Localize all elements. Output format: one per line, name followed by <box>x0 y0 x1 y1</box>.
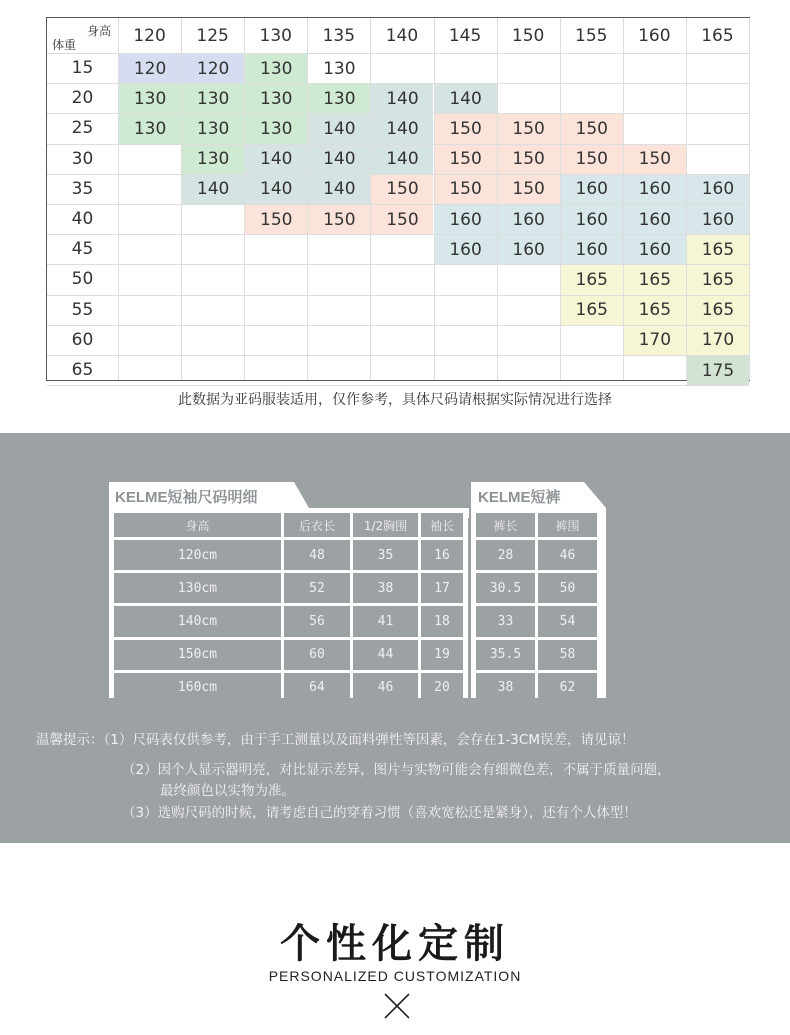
size-cell <box>687 114 749 143</box>
grid-line <box>47 113 749 114</box>
size-cell <box>371 235 433 264</box>
size-cell: 165 <box>687 235 749 264</box>
size-cell <box>245 326 307 355</box>
size-cell: 150 <box>561 145 623 174</box>
size-cell <box>119 265 181 294</box>
size-cell <box>371 356 433 385</box>
size-cell: 170 <box>687 326 749 355</box>
size-cell: 150 <box>498 145 560 174</box>
size-cell <box>624 114 686 143</box>
size-cell: 140 <box>371 114 433 143</box>
size-cell: 160 <box>624 175 686 204</box>
size-cell <box>245 235 307 264</box>
table-cell: 41 <box>353 606 418 636</box>
grid-line <box>47 355 749 356</box>
size-cell: 160 <box>561 205 623 234</box>
grid-line <box>47 325 749 326</box>
tip-1: （1）尺码表仅供参考，由于手工测量以及面料弹性等因素，会存在1-3CM误差，请见谅！ <box>103 732 635 748</box>
size-cell: 150 <box>245 205 307 234</box>
height-header: 140 <box>385 25 419 46</box>
size-cell: 140 <box>371 84 433 113</box>
size-cell: 150 <box>435 114 497 143</box>
height-header: 160 <box>638 25 671 46</box>
size-cell: 120 <box>182 54 244 83</box>
size-cell <box>561 84 623 113</box>
size-cell: 140 <box>308 175 370 204</box>
size-cell <box>435 296 497 325</box>
size-cell: 140 <box>308 114 370 143</box>
height-header: 130 <box>259 25 292 46</box>
table-cell: 46 <box>538 540 597 570</box>
corner-height-label: 身高 <box>87 24 112 38</box>
size-cell: 160 <box>561 175 623 204</box>
size-cell <box>498 54 560 83</box>
size-cell: 130 <box>182 145 244 174</box>
table-cell: 19 <box>421 640 463 670</box>
size-cell <box>245 296 307 325</box>
table-cell: 140cm <box>114 606 281 636</box>
height-header: 155 <box>575 25 608 46</box>
weight-header: 55 <box>71 299 94 320</box>
size-cell: 160 <box>498 205 560 234</box>
size-cell: 160 <box>624 235 686 264</box>
size-cell: 130 <box>323 58 356 79</box>
size-cell <box>182 326 244 355</box>
size-cell: 165 <box>687 265 749 294</box>
table-cell: 46 <box>353 673 418 703</box>
weight-header: 35 <box>71 178 94 199</box>
grid-line <box>47 234 749 235</box>
weight-header: 20 <box>71 88 94 109</box>
size-cell <box>498 84 560 113</box>
size-cell: 130 <box>119 84 181 113</box>
size-cell: 150 <box>561 114 623 143</box>
table-cell: 44 <box>353 640 418 670</box>
size-cell: 165 <box>624 296 686 325</box>
size-cell: 160 <box>498 235 560 264</box>
size-cell <box>498 356 560 385</box>
table-cell: 35.5 <box>476 640 535 670</box>
table-header: 后衣长 <box>284 513 350 537</box>
size-cell: 130 <box>308 84 370 113</box>
size-cell: 140 <box>245 175 307 204</box>
weight-header: 40 <box>71 209 94 230</box>
size-cell <box>308 265 370 294</box>
table-cell: 28 <box>476 540 535 570</box>
size-cell <box>245 356 307 385</box>
customization-title: 个性化定制 <box>280 921 510 967</box>
size-cell <box>371 296 433 325</box>
tip-2-cont: 最终颜色以实物为准。 <box>160 783 295 799</box>
size-cell: 170 <box>624 326 686 355</box>
weight-header: 45 <box>71 239 94 260</box>
table-header: 裤围 <box>538 513 597 537</box>
corner-weight-label: 体重 <box>52 38 77 52</box>
size-cell: 130 <box>182 84 244 113</box>
size-cell <box>561 326 623 355</box>
size-cell <box>182 205 244 234</box>
size-cell <box>371 326 433 355</box>
customization-subtitle: PERSONALIZED CUSTOMIZATION <box>268 968 522 984</box>
table-cell: 58 <box>538 640 597 670</box>
table-cell: 54 <box>538 606 597 636</box>
size-cell <box>687 145 749 174</box>
table-cell: 56 <box>284 606 350 636</box>
grid-line <box>47 264 749 265</box>
weight-header: 30 <box>71 148 94 169</box>
table-cell: 60 <box>284 640 350 670</box>
table-cell: 30.5 <box>476 573 535 603</box>
tip-2: （2）因个人显示器明亮，对比显示差异，图片与实物可能会有细微色差，不属于质量问题， <box>122 762 671 778</box>
size-cell: 140 <box>308 145 370 174</box>
size-cell <box>371 54 433 83</box>
size-cell <box>119 356 181 385</box>
size-cell: 130 <box>182 114 244 143</box>
size-cell: 150 <box>308 205 370 234</box>
table-cell: 16 <box>421 540 463 570</box>
shirt-size-table <box>109 508 468 698</box>
size-chart-disclaimer: 此数据为亚码服装适用，仅作参考，具体尺码请根据实际情况进行选择 <box>178 392 612 408</box>
table-cell: 130cm <box>114 573 281 603</box>
size-cell: 130 <box>119 114 181 143</box>
size-cell: 160 <box>561 235 623 264</box>
height-header: 135 <box>322 25 356 46</box>
size-cell: 140 <box>371 145 433 174</box>
table-header: 袖长 <box>421 513 463 537</box>
size-cell <box>624 84 686 113</box>
size-cell <box>182 296 244 325</box>
size-cell: 140 <box>435 84 497 113</box>
size-cell <box>687 54 749 83</box>
size-cell <box>624 54 686 83</box>
size-cell: 130 <box>245 54 307 83</box>
weight-header: 15 <box>71 58 94 79</box>
size-cell: 160 <box>687 175 749 204</box>
size-cell: 175 <box>687 356 749 385</box>
size-cell: 130 <box>245 84 307 113</box>
size-cell: 160 <box>435 205 497 234</box>
size-cell <box>498 296 560 325</box>
grid-line <box>749 18 750 380</box>
height-header: 165 <box>701 25 734 46</box>
size-cell <box>561 54 623 83</box>
size-cell <box>371 265 433 294</box>
size-cell <box>182 356 244 385</box>
grid-line <box>47 144 749 145</box>
size-cell <box>435 265 497 294</box>
size-cell <box>624 356 686 385</box>
size-cell <box>182 235 244 264</box>
size-cell <box>119 205 181 234</box>
table-cell: 52 <box>284 573 350 603</box>
grid-line <box>47 385 749 386</box>
size-cell: 130 <box>245 114 307 143</box>
x-mark-icon <box>383 992 411 1020</box>
table-cell: 50 <box>538 573 597 603</box>
size-cell <box>182 265 244 294</box>
table-cell: 160cm <box>114 673 281 703</box>
table-header: 身高 <box>114 513 281 537</box>
size-cell <box>561 356 623 385</box>
size-cell <box>308 296 370 325</box>
table-cell: 38 <box>476 673 535 703</box>
table-cell: 38 <box>353 573 418 603</box>
weight-header: 65 <box>71 360 94 381</box>
table-cell: 150cm <box>114 640 281 670</box>
size-cell: 150 <box>498 114 560 143</box>
size-cell: 150 <box>435 145 497 174</box>
table-header: 裤长 <box>476 513 535 537</box>
size-cell: 165 <box>561 265 623 294</box>
size-cell: 165 <box>687 296 749 325</box>
size-cell <box>435 356 497 385</box>
size-cell: 120 <box>119 54 181 83</box>
weight-header: 60 <box>71 329 94 350</box>
shorts-table-title: KELME短裤 <box>478 489 561 506</box>
height-header: 145 <box>448 25 482 46</box>
tip-3: （3）选购尺码的时候，请考虑自己的穿着习惯（喜欢宽松还是紧身），还有个人体型！ <box>122 805 637 821</box>
size-cell <box>119 145 181 174</box>
size-cell <box>308 235 370 264</box>
grid-line <box>47 174 749 175</box>
size-cell <box>498 326 560 355</box>
grid-line <box>47 204 749 205</box>
size-cell: 150 <box>435 175 497 204</box>
size-cell <box>308 356 370 385</box>
grid-line <box>47 83 749 84</box>
table-cell: 33 <box>476 606 535 636</box>
size-cell <box>119 175 181 204</box>
table-cell: 18 <box>421 606 463 636</box>
weight-header: 50 <box>71 269 94 290</box>
size-cell <box>245 265 307 294</box>
size-cell <box>435 326 497 355</box>
grid-line <box>47 295 749 296</box>
size-cell: 165 <box>561 296 623 325</box>
table-cell: 62 <box>538 673 597 703</box>
shirt-table-title: KELME短袖尺码明细 <box>115 489 258 506</box>
size-detail-panel <box>0 433 790 843</box>
shorts-size-table <box>471 508 606 698</box>
height-header: 120 <box>133 25 166 46</box>
size-cell: 150 <box>624 145 686 174</box>
size-cell <box>435 54 497 83</box>
size-cell <box>498 265 560 294</box>
size-cell: 160 <box>624 205 686 234</box>
size-cell <box>119 326 181 355</box>
size-cell: 140 <box>182 175 244 204</box>
size-cell <box>308 326 370 355</box>
tips-label: 温馨提示：（1）尺码表仅供参考，由于手工测量以及面料弹性等因素，会存在1-3CM误差，请见谅！ <box>36 732 635 748</box>
size-cell <box>687 84 749 113</box>
size-chart <box>46 17 750 381</box>
table-cell: 64 <box>284 673 350 703</box>
size-cell: 150 <box>498 175 560 204</box>
size-cell: 150 <box>371 175 433 204</box>
size-cell: 140 <box>245 145 307 174</box>
table-cell: 48 <box>284 540 350 570</box>
size-cell: 160 <box>435 235 497 264</box>
height-header: 125 <box>196 25 229 46</box>
size-cell: 160 <box>687 205 749 234</box>
weight-header: 25 <box>71 118 94 139</box>
size-cell: 165 <box>624 265 686 294</box>
table-cell: 20 <box>421 673 463 703</box>
height-header: 150 <box>511 25 545 46</box>
grid-line <box>47 53 749 54</box>
table-cell: 17 <box>421 573 463 603</box>
size-cell <box>119 235 181 264</box>
size-cell: 150 <box>371 205 433 234</box>
table-header: 1/2胸围 <box>353 513 418 537</box>
size-cell <box>119 296 181 325</box>
table-cell: 120cm <box>114 540 281 570</box>
table-cell: 35 <box>353 540 418 570</box>
size-grid <box>47 18 749 380</box>
